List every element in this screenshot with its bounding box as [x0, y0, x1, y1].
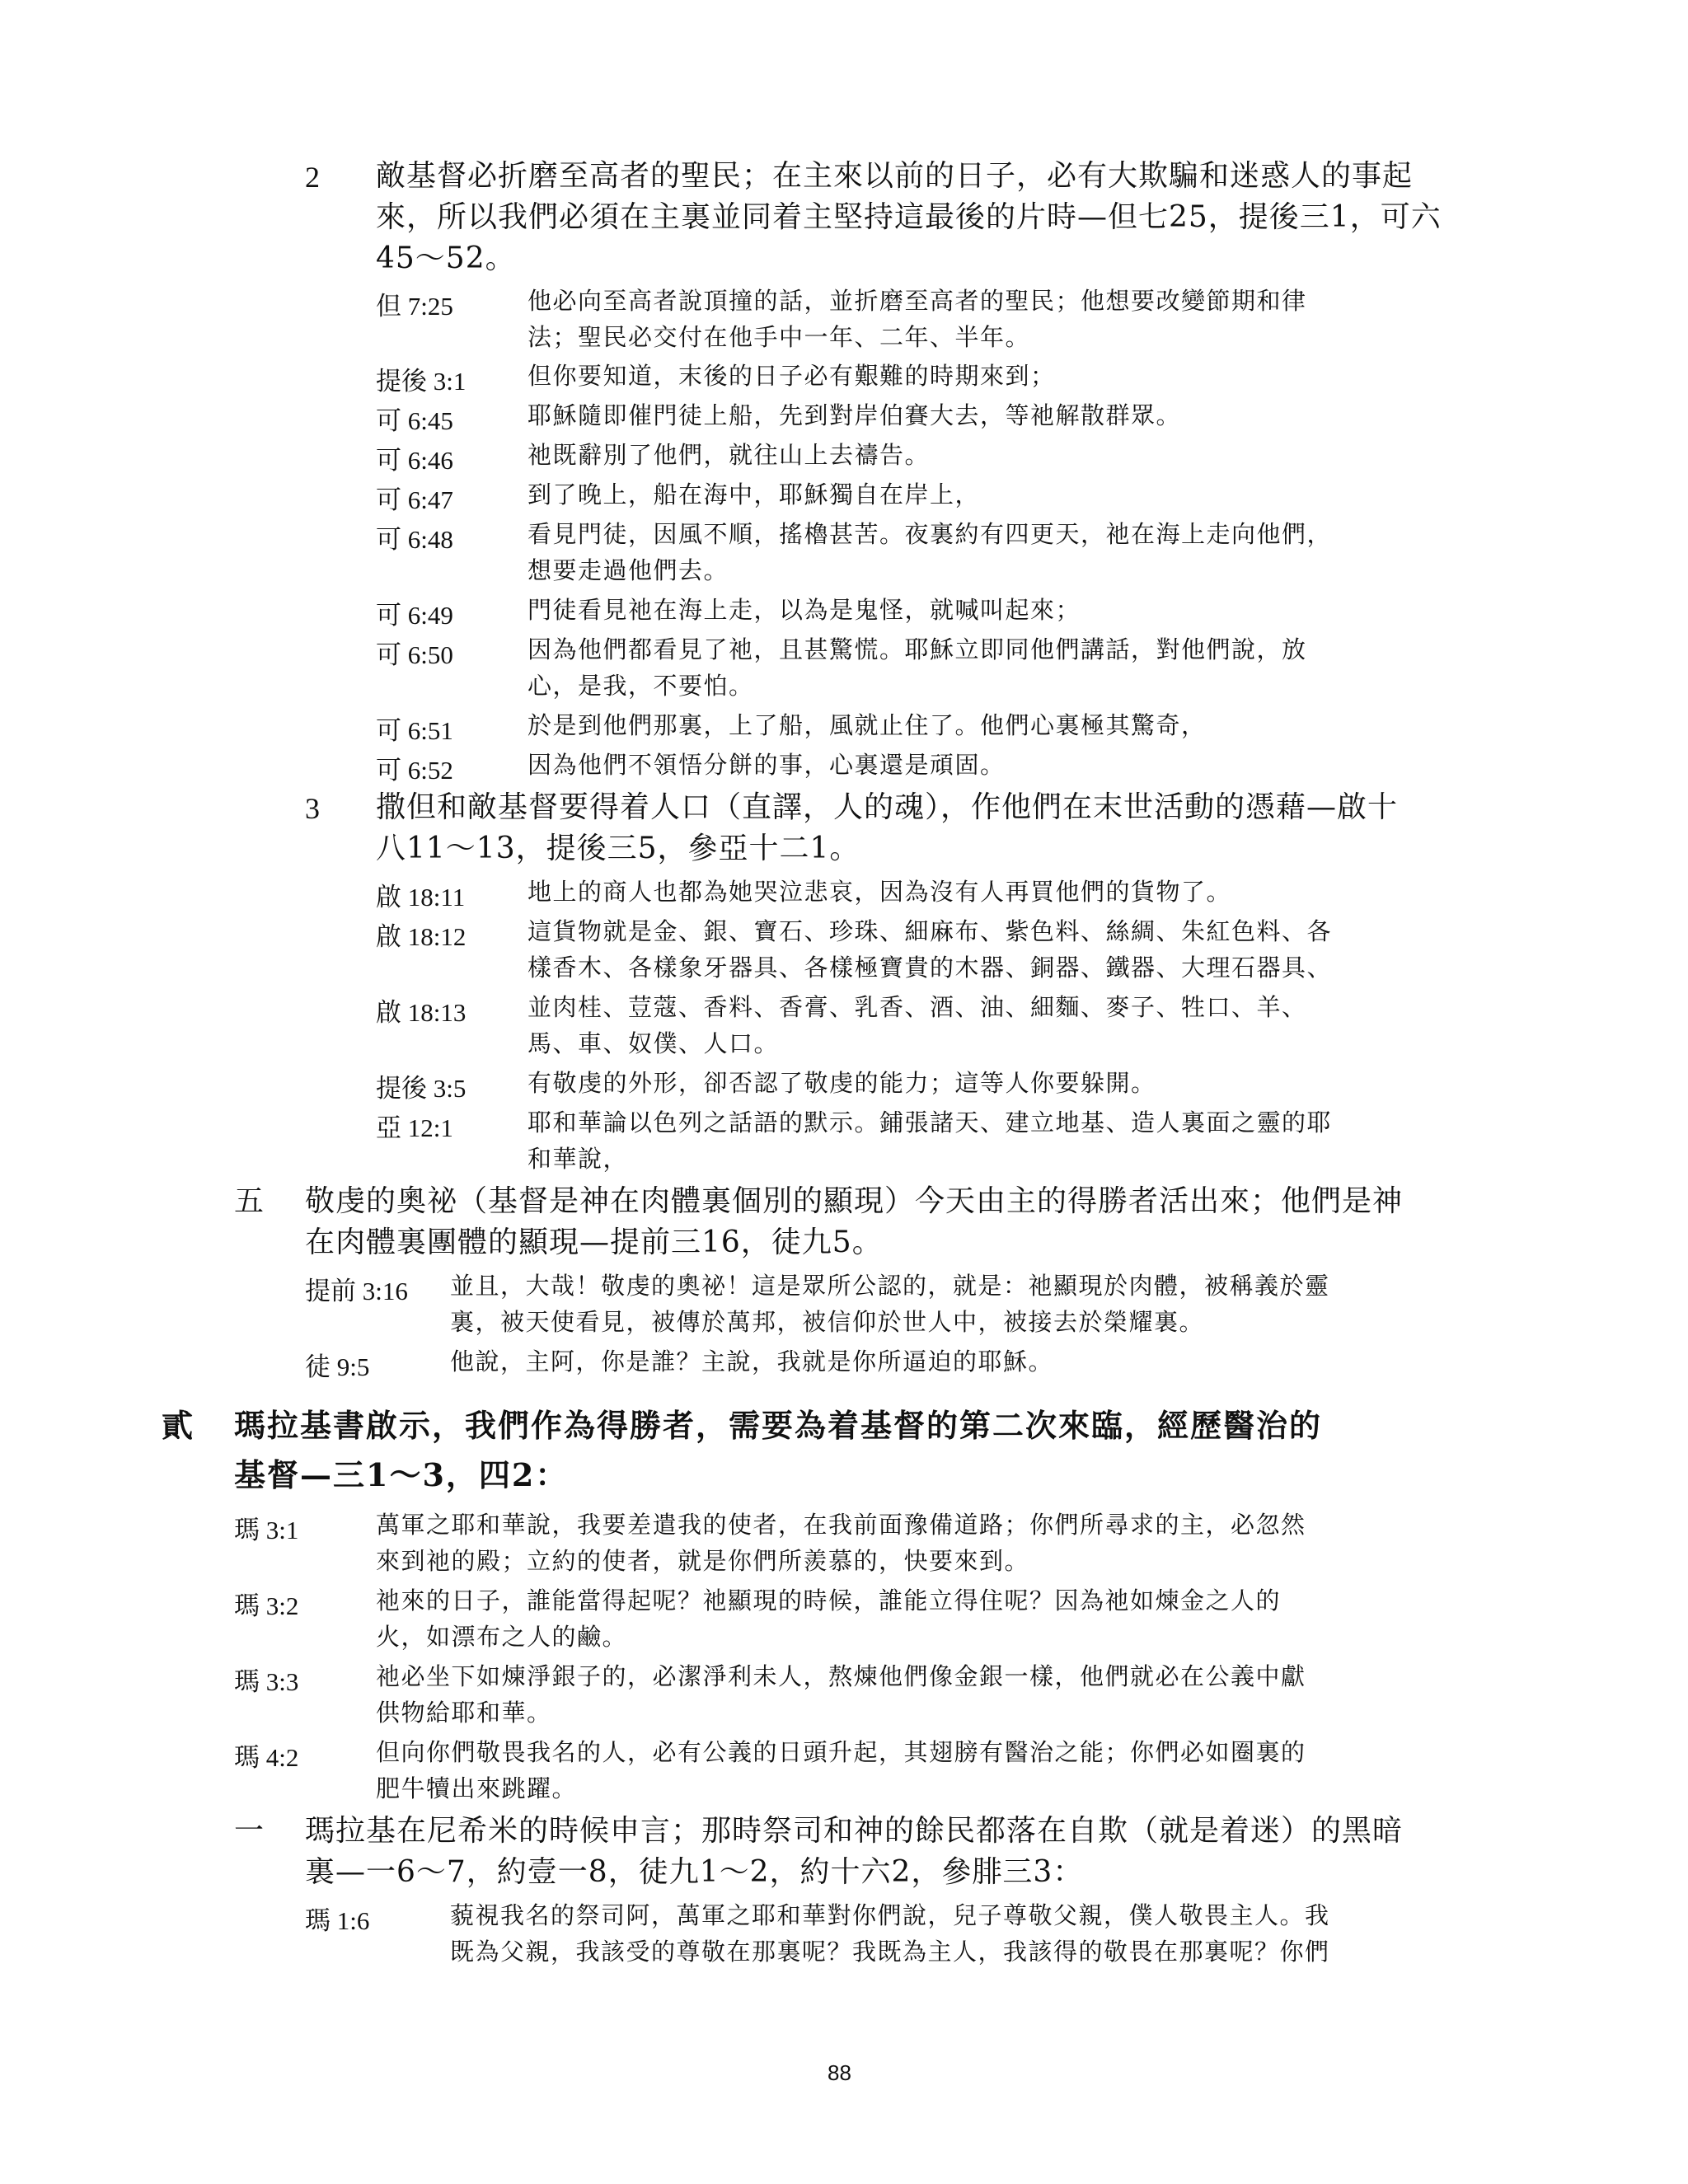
- verse-ref: 啟 18:11: [376, 883, 466, 912]
- verse-ref: 啟 18:13: [376, 998, 467, 1027]
- verse-ref: 瑪 3:3: [234, 1667, 299, 1696]
- verse-text-line: 到了晚上，船在海中，耶穌獨自在岸上，: [528, 480, 981, 509]
- point-text-line: 敬虔的奧祕（基督是神在肉體裏個別的顯現）今天由主的得勝者活出來；他們是神: [305, 1184, 1404, 1218]
- page-number: 88: [828, 2060, 851, 2085]
- verse-text-line: 裏，被天使看見，被傳於萬邦，被信仰於世人中，被接去於榮耀裏。: [450, 1308, 1205, 1336]
- verse-ref: 可 6:47: [376, 485, 453, 514]
- verse-text-line: 心，是我，不要怕。: [528, 672, 754, 700]
- verse-text-line: 法；聖民必交付在他手中一年、二年、半年。: [528, 323, 1031, 351]
- verse-ref: 瑪 3:1: [234, 1516, 299, 1544]
- point-marker: 一: [234, 1814, 265, 1848]
- major-point-marker: 貳: [162, 1407, 195, 1444]
- verse-text-line: 來到祂的殿；立約的使者，就是你們所羨慕的，快要來到。: [376, 1547, 1030, 1575]
- verse-text-line: 想要走過他們去。: [528, 556, 729, 584]
- verse-ref: 瑪 1:6: [305, 1906, 370, 1935]
- verse-text-line: 祂來的日子，誰能當得起呢？祂顯現的時候，誰能立得住呢？因為祂如煉金之人的: [376, 1586, 1282, 1615]
- verse-ref: 瑪 4:2: [234, 1743, 299, 1772]
- verse-text-line: 看見門徒，因風不順，搖櫓甚苦。夜裏約有四更天，祂在海上走向他們，: [528, 520, 1333, 548]
- verse-ref: 可 6:52: [376, 756, 453, 785]
- verse-ref: 可 6:45: [376, 406, 453, 435]
- verse-ref: 瑪 3:2: [234, 1591, 299, 1620]
- verse-text-line: 肥牛犢出來跳躍。: [376, 1774, 578, 1802]
- verse-text-line: 萬軍之耶和華說，我要差遣我的使者，在我前面豫備道路；你們所尋求的主，必忽然: [376, 1511, 1306, 1539]
- point-text-line: 八11～13，提後三5，參亞十二1。: [376, 832, 860, 865]
- point-marker: 3: [305, 792, 320, 825]
- verse-text-line: 有敬虔的外形，卻否認了敬虔的能力；這等人你要躲開。: [528, 1069, 1156, 1097]
- verse-text-line: 於是到他們那裏，上了船，風就止住了。他們心裏極其驚奇，: [528, 711, 1207, 739]
- verse-ref: 可 6:51: [376, 716, 453, 745]
- verse-text-line: 但向你們敬畏我名的人，必有公義的日頭升起，其翅膀有醫治之能；你們必如圈裏的: [376, 1738, 1306, 1766]
- verse-text-line: 火，如漂布之人的鹼。: [376, 1623, 628, 1651]
- verse-ref: 亞 12:1: [376, 1113, 453, 1142]
- point-marker: 五: [234, 1184, 265, 1218]
- point-text-line: 裏—一6～7，約壹一8，徒九1～2，約十六2，參腓三3：: [305, 1855, 1084, 1889]
- verse-text-line: 耶和華論以色列之話語的默示。鋪張諸天、建立地基、造人裏面之靈的耶: [528, 1108, 1333, 1137]
- verse-ref: 啟 18:12: [376, 922, 467, 951]
- verse-ref: 提後 3:5: [376, 1074, 467, 1103]
- verse-text-line: 地上的商人也都為她哭泣悲哀，因為沒有人再買他們的貨物了。: [528, 878, 1232, 906]
- verse-ref: 徒 9:5: [305, 1352, 370, 1381]
- major-point-heading-line: 瑪拉基書啟示，我們作為得勝者，需要為着基督的第二次來臨，經歷醫治的: [234, 1407, 1323, 1444]
- verse-ref: 提後 3:1: [376, 367, 467, 396]
- point-text-line: 在肉體裏團體的顯現—提前三16，徒九5。: [305, 1226, 883, 1259]
- point-text-line: 45～52。: [376, 241, 516, 275]
- verse-text-line: 他必向至高者說頂撞的話，並折磨至高者的聖民；他想要改變節期和律: [528, 287, 1307, 315]
- point-text-line: 來，所以我們必須在主裏並同着主堅持這最後的片時—但七25，提後三1，可六: [376, 200, 1442, 234]
- verse-text-line: 並且，大哉！敬虔的奧祕！這是眾所公認的，就是：祂顯現於肉體，被稱義於靈: [450, 1272, 1330, 1300]
- verse-text-line: 他說，主阿，你是誰？主說，我就是你所逼迫的耶穌。: [450, 1347, 1054, 1376]
- verse-text-line: 藐視我名的祭司阿，萬軍之耶和華對你們說，兒子尊敬父親，僕人敬畏主人。我: [450, 1901, 1330, 1929]
- verse-ref: 可 6:50: [376, 640, 453, 669]
- verse-ref: 但 7:25: [376, 292, 453, 321]
- verse-text-line: 馬、車、奴僕、人口。: [528, 1029, 780, 1057]
- verse-text-line: 祂必坐下如煉淨銀子的，必潔淨利未人，熬煉他們像金銀一樣，他們就必在公義中獻: [376, 1662, 1306, 1690]
- verse-ref: 提前 3:16: [305, 1277, 408, 1305]
- verse-ref: 可 6:49: [376, 601, 453, 630]
- point-marker: 2: [305, 161, 320, 194]
- major-point-heading-line: 基督—三1～3，四2：: [234, 1456, 569, 1493]
- verse-text-line: 門徒看見祂在海上走，以為是鬼怪，就喊叫起來；: [528, 596, 1081, 624]
- verse-text-line: 但你要知道，末後的日子必有艱難的時期來到；: [528, 362, 1056, 390]
- verse-text-line: 耶穌隨即催門徒上船，先到對岸伯賽大去，等祂解散群眾。: [528, 401, 1182, 429]
- verse-text-line: 這貨物就是金、銀、寶石、珍珠、細麻布、紫色料、絲綢、朱紅色料、各: [528, 917, 1333, 945]
- verse-text-line: 既為父親，我該受的尊敬在那裏呢？我既為主人，我該得的敬畏在那裏呢？你們: [450, 1938, 1330, 1966]
- verse-text-line: 樣香木、各樣象牙器具、各樣極寶貴的木器、銅器、鐵器、大理石器具、: [528, 954, 1333, 982]
- point-text-line: 撒但和敵基督要得着人口（直譯，人的魂），作他們在末世活動的憑藉—啟十: [376, 790, 1399, 824]
- verse-text-line: 供物給耶和華。: [376, 1699, 552, 1727]
- point-text-line: 敵基督必折磨至高者的聖民；在主來以前的日子，必有大欺騙和迷惑人的事起: [376, 159, 1414, 193]
- verse-ref: 可 6:48: [376, 525, 453, 554]
- verse-text-line: 並肉桂、荳蔻、香料、香膏、乳香、酒、油、細麵、麥子、牲口、羊、: [528, 993, 1307, 1021]
- verse-ref: 可 6:46: [376, 446, 453, 475]
- verse-text-line: 和華說，: [528, 1145, 629, 1173]
- verse-text-line: 因為他們不領悟分餅的事，心裏還是頑固。: [528, 751, 1006, 779]
- point-text-line: 瑪拉基在尼希米的時候申言；那時祭司和神的餘民都落在自欺（就是着迷）的黑暗: [305, 1814, 1404, 1848]
- verse-text-line: 祂既辭別了他們，就往山上去禱告。: [528, 441, 931, 469]
- verse-text-line: 因為他們都看見了祂，且甚驚慌。耶穌立即同他們講話，對他們說，放: [528, 635, 1307, 663]
